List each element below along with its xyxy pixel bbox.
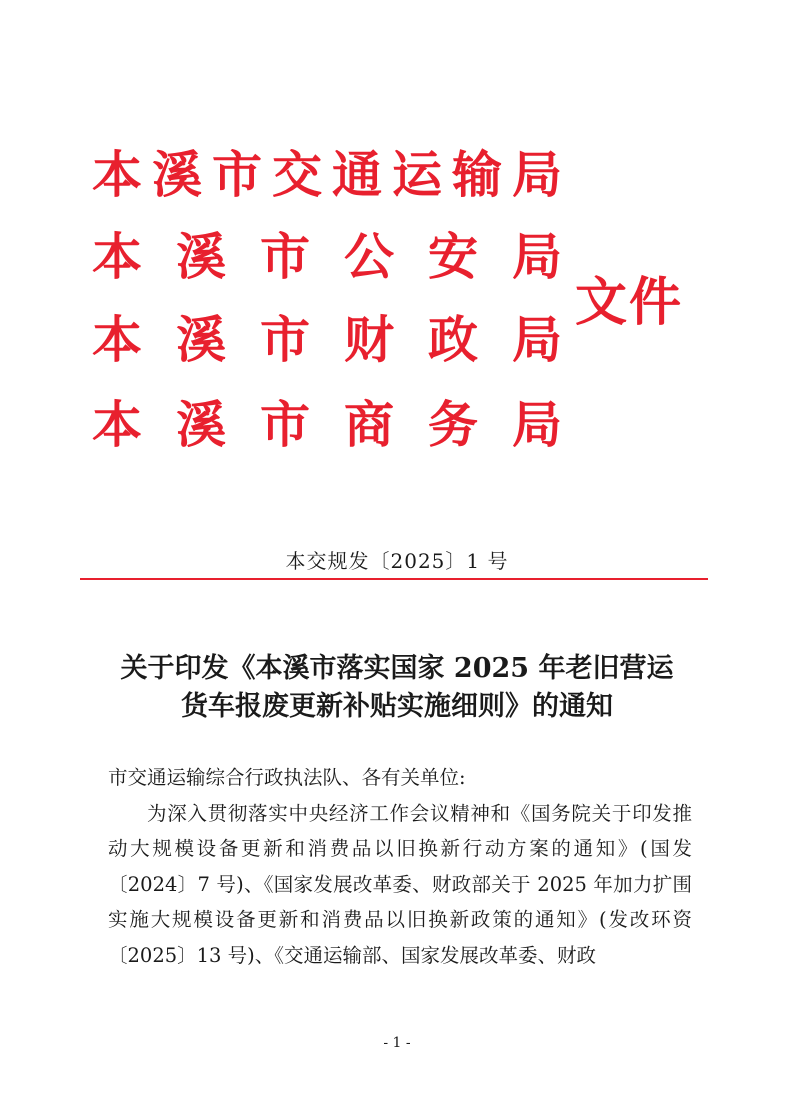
org-char: 市 xyxy=(260,396,310,454)
org-char: 局 xyxy=(512,311,562,369)
recipient-line: 市交通运输综合行政执法队、各有关单位: xyxy=(108,766,466,789)
body-paragraph: 为深入贯彻落实中央经济工作会议精神和《国务院关于印发推动大规模设备更新和消费品以旧换新行动方案的通知》(国发〔2024〕7 号)、《国家发展改革委、财政部关于 2025 年加力扩围实施大规模设备更新和消费品以旧换新政策的通知》(发改环资〔2025〕13 号)、《交通运输部、国家发展改革委、财政 xyxy=(108,801,692,967)
org-char: 运 xyxy=(392,146,442,204)
title-line-2: 货车报废更新补贴实施细则》的通知 xyxy=(181,691,613,722)
org-char: 财 xyxy=(344,311,394,369)
issuing-org-transport xyxy=(92,140,562,210)
org-char: 输 xyxy=(452,146,502,204)
org-char: 通 xyxy=(332,146,382,204)
org-char: 本 xyxy=(92,146,142,204)
document-number: 本交规发〔2025〕1 号 xyxy=(285,549,509,573)
org-char: 局 xyxy=(512,396,562,454)
org-char: 市 xyxy=(260,311,310,369)
org-char: 商 xyxy=(344,396,394,454)
org-char: 安 xyxy=(428,228,478,286)
org-char: 本 xyxy=(92,228,142,286)
issuing-org-public-security xyxy=(92,222,562,292)
org-char: 公 xyxy=(344,228,394,286)
org-char: 局 xyxy=(512,146,562,204)
org-char: 市 xyxy=(260,228,310,286)
org-char: 政 xyxy=(428,311,478,369)
org-char: 本 xyxy=(92,311,142,369)
org-char: 溪 xyxy=(176,396,226,454)
page-number: - 1 - xyxy=(383,1035,411,1051)
notice-title xyxy=(60,650,734,726)
org-char: 市 xyxy=(212,146,262,204)
org-char: 溪 xyxy=(176,311,226,369)
notice-body xyxy=(108,760,692,973)
document-label: 文件 xyxy=(575,273,684,333)
org-char: 局 xyxy=(512,228,562,286)
org-char: 溪 xyxy=(176,228,226,286)
title-line-1: 关于印发《本溪市落实国家 2025 年老旧营运 xyxy=(120,653,674,684)
issuing-org-commerce xyxy=(92,390,562,460)
org-char: 溪 xyxy=(152,146,202,204)
org-char: 本 xyxy=(92,396,142,454)
org-char: 务 xyxy=(428,396,478,454)
org-char: 交 xyxy=(272,146,322,204)
red-divider-line xyxy=(80,578,708,580)
issuing-org-finance xyxy=(92,305,562,375)
